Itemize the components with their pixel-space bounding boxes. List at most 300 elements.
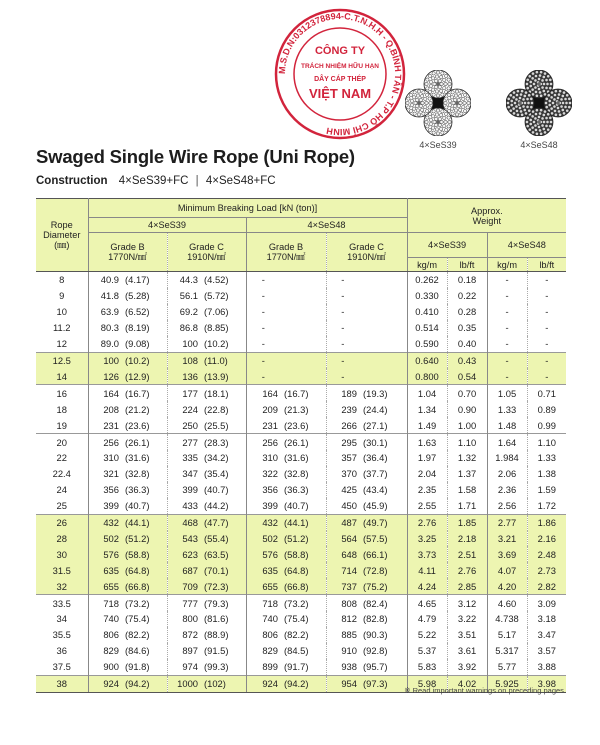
- table-row: [36, 385, 566, 401]
- cell-c39: 687: [167, 562, 200, 578]
- cell-c39t: (79.3): [200, 595, 246, 611]
- cell-c39t: (63.5): [200, 546, 246, 562]
- cell-b48: 576: [246, 546, 280, 562]
- cell-b39: 740: [88, 611, 121, 627]
- cell-b39t: (64.8): [121, 562, 167, 578]
- cell-c39t: (91.5): [204, 645, 229, 657]
- cell-c39t: (55.4): [200, 531, 246, 547]
- cell-c48t: (82.4): [359, 595, 407, 611]
- cell-c48: 425: [326, 482, 359, 498]
- cell-c39: 543: [167, 531, 200, 547]
- cell-w48l: 3.57: [527, 643, 566, 659]
- cell-b48: -: [246, 320, 280, 336]
- cell-d: 19: [56, 419, 67, 431]
- cell-b48t: [280, 352, 326, 368]
- table-row: [36, 272, 566, 288]
- stamp-line-1: CÔNG TY: [314, 45, 366, 57]
- cell-w39k: 4.24: [407, 578, 447, 594]
- cell-b48t: (82.2): [284, 629, 309, 641]
- cell-w48k: 2.56: [487, 498, 527, 514]
- cell-d: 33.5: [36, 595, 88, 611]
- cell-w39l: 0.40: [447, 336, 487, 352]
- cell-w39k: 5.22: [407, 627, 447, 643]
- cell-b48: 164: [246, 385, 280, 401]
- cell-w48l: 3.18: [527, 611, 566, 627]
- table-body: [36, 272, 566, 693]
- cell-w48k: -: [487, 368, 527, 384]
- cell-c48: -: [326, 352, 359, 368]
- cell-d: 34: [56, 613, 67, 625]
- cell-b48: 256: [246, 434, 280, 450]
- cell-d: 36: [56, 645, 67, 657]
- cell-w39l: 2.85: [447, 578, 487, 594]
- cell-b48: 432: [246, 514, 280, 530]
- stamp-outer-text: M.S.D.N:0312378894-C.T.N.H.H - Q.BÌNH TÂN - T.P HỒ CHÍ MINH: [276, 10, 404, 138]
- rope-caption-b: 4×SeS48: [520, 140, 558, 150]
- cell-c39t: (18.1): [200, 385, 246, 401]
- cell-w48l: 3.98: [527, 675, 566, 692]
- table-row: [36, 514, 566, 530]
- cell-w48k: 1.05: [487, 385, 527, 401]
- construction-label: Construction: [36, 175, 108, 187]
- header-grade-b-48: Grade B 1770N/㎟: [246, 233, 326, 272]
- cell-w39l: 2.51: [447, 546, 487, 562]
- cell-w48l: 0.99: [527, 417, 566, 433]
- table-row: [36, 352, 566, 368]
- cell-d: 12: [56, 338, 67, 350]
- svg-text:M.S.D.N:0312378894-C.T.N.H.H -: [277, 11, 404, 137]
- specification-table: [36, 198, 566, 693]
- cell-w48k: 3.69: [487, 546, 527, 562]
- cell-w48k: 4.07: [487, 562, 527, 578]
- warning-note: ※ Read important warnings on preceding pages.: [404, 686, 566, 695]
- table-row: [36, 595, 566, 611]
- cell-w39k: 0.330: [407, 288, 447, 304]
- cell-c48: -: [326, 320, 359, 336]
- cell-w39k: 5.98: [407, 675, 447, 692]
- cell-w39k: 0.514: [407, 320, 447, 336]
- cell-c48: 648: [326, 546, 359, 562]
- cell-w39l: 3.22: [447, 611, 487, 627]
- cell-c48t: (90.3): [363, 629, 388, 641]
- cell-b39: 399: [88, 498, 121, 514]
- cell-b39t: (5.28): [125, 290, 150, 302]
- cell-b48: 502: [246, 531, 280, 547]
- cell-b39: 310: [88, 450, 121, 466]
- cell-w48k: 1.64: [487, 434, 527, 450]
- cell-d: 32: [36, 578, 88, 594]
- cell-w39k: 2.55: [407, 498, 447, 514]
- cell-b39: 432: [88, 514, 121, 530]
- cell-b48t: (16.7): [280, 385, 326, 401]
- cell-b48t: [280, 288, 326, 304]
- cell-b39t: (23.6): [125, 419, 150, 431]
- cell-w48l: 1.38: [527, 466, 566, 482]
- cell-w48l: 3.09: [527, 595, 566, 611]
- table-row: [36, 466, 566, 482]
- cell-c48: 357: [326, 450, 359, 466]
- cell-d: 11.2: [52, 322, 71, 334]
- cell-c39t: (81.6): [204, 613, 229, 625]
- cell-b39t: (40.7): [125, 500, 150, 512]
- header-mbl-sesr39: 4×SeS39: [88, 218, 246, 233]
- table-row: [36, 336, 566, 352]
- cell-d: 20: [36, 434, 88, 450]
- cell-w48k: 2.06: [487, 466, 527, 482]
- cell-c48: -: [326, 272, 359, 288]
- cell-w48k: 5.77: [487, 659, 527, 675]
- cell-d: 8: [59, 274, 65, 286]
- cell-b48t: (51.2): [280, 531, 326, 547]
- cell-b48t: (73.2): [280, 595, 326, 611]
- cell-c39: 709: [167, 578, 200, 594]
- cell-w48l: 0.89: [527, 401, 566, 417]
- cell-c48t: [359, 288, 407, 304]
- cell-w48k: 4.60: [487, 595, 527, 611]
- cell-d: 16: [36, 385, 88, 401]
- cell-w48k: -: [487, 320, 527, 336]
- cell-b48: -: [246, 352, 280, 368]
- cell-b39: 718: [88, 595, 121, 611]
- header-mbl-sesr48: 4×SeS48: [246, 218, 407, 233]
- cell-w39k: 3.73: [407, 546, 447, 562]
- construction-option-2: 4×SeS48+FC: [205, 175, 276, 187]
- cell-c48t: (37.7): [363, 468, 388, 480]
- cell-c39t: (25.5): [204, 419, 229, 431]
- table-row: [36, 288, 566, 304]
- cell-c48: 295: [326, 434, 359, 450]
- rope-section-sesr39-icon: [405, 70, 471, 136]
- cell-b39t: (51.2): [121, 531, 167, 547]
- cell-w39l: 1.00: [447, 417, 487, 433]
- cell-b48: 740: [246, 611, 280, 627]
- cell-d: 24: [56, 484, 67, 496]
- cell-c39t: (5.72): [204, 290, 229, 302]
- cell-b48t: (32.8): [284, 468, 309, 480]
- cell-b39t: (44.1): [121, 514, 167, 530]
- header-weight: Approx. Weight: [407, 199, 566, 233]
- cell-w39l: 0.54: [447, 368, 487, 384]
- cell-b39t: (8.19): [125, 322, 150, 334]
- table-row: [36, 611, 566, 627]
- header-grade-c-48: Grade C 1910N/㎟: [326, 233, 407, 272]
- cell-b48: 356: [246, 482, 280, 498]
- cell-d: 28: [36, 531, 88, 547]
- cell-b48: 718: [246, 595, 280, 611]
- cell-c48t: (57.5): [359, 531, 407, 547]
- construction-option-1: 4×SeS39+FC: [118, 175, 189, 187]
- cell-w48k: 5.317: [487, 643, 527, 659]
- cell-w48k: 1.984: [487, 450, 527, 466]
- header-weight-sesr39: 4×SeS39: [407, 233, 487, 258]
- cell-w39k: 1.49: [407, 417, 447, 433]
- cell-b39: 231: [88, 417, 121, 433]
- cell-b48: -: [246, 336, 280, 352]
- cell-c39: 69.2: [167, 304, 200, 320]
- cell-d: 14: [36, 368, 88, 384]
- cell-b39t: (66.8): [121, 578, 167, 594]
- header-diameter: Rope Diameter (㎜): [36, 199, 88, 272]
- cell-c48t: (30.1): [359, 434, 407, 450]
- cell-w48l: -: [527, 288, 566, 304]
- stamp-line-3: DÂY CÁP THÉP: [314, 76, 366, 83]
- cell-b39: 321: [88, 466, 121, 482]
- cell-c48: -: [326, 368, 359, 384]
- cell-c48t: (45.9): [363, 500, 388, 512]
- cell-b39: 576: [88, 546, 121, 562]
- cell-b39t: (82.2): [125, 629, 150, 641]
- cell-c48: 487: [326, 514, 359, 530]
- cell-c48t: [359, 320, 407, 336]
- cell-c48t: [359, 272, 407, 288]
- header-unit-lbft-39: lb/ft: [447, 258, 487, 272]
- construction-separator: |: [195, 175, 199, 187]
- cell-w39l: 3.61: [447, 643, 487, 659]
- cell-w48l: 2.82: [527, 578, 566, 594]
- cell-w48l: 1.33: [527, 450, 566, 466]
- cell-c48t: (72.8): [359, 562, 407, 578]
- cell-w39l: 3.92: [447, 659, 487, 675]
- construction-line: [36, 175, 276, 187]
- cell-b39t: (91.8): [125, 661, 150, 673]
- stamp-line-2: TRÁCH NHIỆM HỮU HẠN: [301, 63, 379, 70]
- cell-c48: 564: [326, 531, 359, 547]
- cell-c39t: (88.9): [204, 629, 229, 641]
- cell-b39t: (9.08): [125, 338, 150, 350]
- cell-b39t: (58.8): [121, 546, 167, 562]
- cell-w48l: -: [527, 272, 566, 288]
- table-row: [36, 401, 566, 417]
- cell-c39: 800: [167, 611, 200, 627]
- cell-w48l: 1.10: [527, 434, 566, 450]
- cell-d: 10: [56, 306, 67, 318]
- cell-w48k: -: [487, 352, 527, 368]
- rope-section-sesr48-icon: [506, 70, 572, 136]
- cell-b39t: (84.6): [125, 645, 150, 657]
- cell-b39: 829: [88, 643, 121, 659]
- cell-d: 18: [56, 403, 67, 415]
- cell-b48t: [280, 368, 326, 384]
- cell-c39: 347: [167, 466, 200, 482]
- cell-b39t: (6.52): [125, 306, 150, 318]
- cell-b48: 310: [246, 450, 280, 466]
- cell-c48t: (49.7): [359, 514, 407, 530]
- cell-c39t: (44.2): [204, 500, 229, 512]
- cell-c39t: (70.1): [200, 562, 246, 578]
- cell-c39: 100: [167, 336, 200, 352]
- cell-b48t: (64.8): [280, 562, 326, 578]
- cell-w39l: 1.32: [447, 450, 487, 466]
- cell-w48k: -: [487, 304, 527, 320]
- cell-w39l: 1.85: [447, 514, 487, 530]
- table-row: [36, 498, 566, 514]
- cell-c48: 954: [326, 675, 359, 692]
- cell-b48: 829: [246, 643, 280, 659]
- cell-b48t: (40.7): [284, 500, 309, 512]
- cell-w48k: -: [487, 288, 527, 304]
- cell-b39t: (12.9): [121, 368, 167, 384]
- cell-w39k: 4.11: [407, 562, 447, 578]
- cell-w39l: 0.90: [447, 401, 487, 417]
- cell-b39t: (31.6): [125, 452, 150, 464]
- cell-c39t: (99.3): [204, 661, 229, 673]
- cell-b39: 256: [88, 434, 121, 450]
- cell-b39t: (94.2): [121, 675, 167, 692]
- cell-d: 25: [56, 500, 67, 512]
- table-row: [36, 531, 566, 547]
- cell-w48k: 4.20: [487, 578, 527, 594]
- cell-b48: 231: [246, 417, 280, 433]
- cell-w48l: 1.86: [527, 514, 566, 530]
- cell-b39: 164: [88, 385, 121, 401]
- header-grade-b-39: Grade B 1770N/㎟: [88, 233, 167, 272]
- cell-b48: -: [246, 368, 280, 384]
- cell-c39t: (102): [200, 675, 246, 692]
- cell-b39t: (75.4): [125, 613, 150, 625]
- cell-b48t: (36.3): [284, 484, 309, 496]
- cell-w48k: 5.925: [487, 675, 527, 692]
- cell-c48t: (92.8): [363, 645, 388, 657]
- cell-w48l: -: [527, 320, 566, 336]
- cell-w39l: 1.10: [447, 434, 487, 450]
- cell-b48t: (44.1): [280, 514, 326, 530]
- cell-b48: -: [246, 304, 280, 320]
- cell-d: 38: [36, 675, 88, 692]
- cell-c39: 468: [167, 514, 200, 530]
- cell-w48k: 2.77: [487, 514, 527, 530]
- cell-d: 26: [36, 514, 88, 530]
- company-stamp: [272, 6, 408, 142]
- cell-c48: 938: [326, 659, 359, 675]
- cell-b39t: (32.8): [125, 468, 150, 480]
- cell-w39l: 1.71: [447, 498, 487, 514]
- cell-c39t: (34.2): [204, 452, 229, 464]
- cell-b48: 924: [246, 675, 280, 692]
- cell-w48l: 3.47: [527, 627, 566, 643]
- cell-w48k: 4.738: [487, 611, 527, 627]
- cell-w48l: -: [527, 352, 566, 368]
- cell-b39t: (36.3): [125, 484, 150, 496]
- cell-b48: 322: [246, 466, 280, 482]
- cell-w39l: 0.22: [447, 288, 487, 304]
- cell-c39: 177: [167, 385, 200, 401]
- table-row: [36, 578, 566, 594]
- cell-c48: 266: [326, 417, 359, 433]
- cell-c39: 44.3: [167, 272, 200, 288]
- cell-c39: 56.1: [167, 288, 200, 304]
- cell-c39: 335: [167, 450, 200, 466]
- cell-w39k: 0.262: [407, 272, 447, 288]
- table-row: [36, 417, 566, 433]
- table-row: [36, 304, 566, 320]
- cell-w39l: 1.58: [447, 482, 487, 498]
- cell-w39l: 0.43: [447, 352, 487, 368]
- cell-c48: 812: [326, 611, 359, 627]
- header-unit-lbft-48: lb/ft: [527, 258, 566, 272]
- cell-b39: 356: [88, 482, 121, 498]
- cell-b39: 40.9: [88, 272, 121, 288]
- cell-w48l: 2.16: [527, 531, 566, 547]
- table-row: [36, 659, 566, 675]
- cell-c48: 189: [326, 385, 359, 401]
- cell-c39t: (28.3): [200, 434, 246, 450]
- cell-c48t: [359, 368, 407, 384]
- cell-c48t: (36.4): [363, 452, 388, 464]
- cell-w39l: 3.51: [447, 627, 487, 643]
- cell-c48t: (19.3): [359, 385, 407, 401]
- cell-c39t: (10.2): [204, 338, 229, 350]
- cell-w48k: 1.33: [487, 401, 527, 417]
- cell-c48: 239: [326, 401, 359, 417]
- cell-w48k: 2.36: [487, 482, 527, 498]
- cell-w39l: 0.28: [447, 304, 487, 320]
- table-row: [36, 434, 566, 450]
- cell-c48t: [359, 352, 407, 368]
- cell-c39t: (22.8): [204, 403, 229, 415]
- table-row: [36, 562, 566, 578]
- cell-w48l: -: [527, 304, 566, 320]
- cell-w48l: 2.73: [527, 562, 566, 578]
- cell-w48l: 2.48: [527, 546, 566, 562]
- cell-c48: -: [326, 336, 359, 352]
- cell-c39: 974: [167, 659, 200, 675]
- cell-c39t: (11.0): [200, 352, 246, 368]
- table-row: [36, 546, 566, 562]
- table-row: [36, 368, 566, 384]
- cell-c39: 623: [167, 546, 200, 562]
- cell-d: 22: [56, 452, 67, 464]
- cell-b48: 635: [246, 562, 280, 578]
- cell-c48t: (75.2): [359, 578, 407, 594]
- cell-w39k: 5.37: [407, 643, 447, 659]
- cell-w48k: -: [487, 272, 527, 288]
- cell-c39t: (7.06): [204, 306, 229, 318]
- cell-w39l: 0.70: [447, 385, 487, 401]
- cell-w39k: 1.97: [407, 450, 447, 466]
- page-title: Swaged Single Wire Rope (Uni Rope): [36, 146, 355, 167]
- cell-b48t: [280, 336, 326, 352]
- cell-c39: 872: [167, 627, 200, 643]
- cell-w48l: -: [527, 336, 566, 352]
- cell-c48: 885: [326, 627, 359, 643]
- cell-b48t: (26.1): [280, 434, 326, 450]
- cell-w39k: 1.34: [407, 401, 447, 417]
- cell-c48t: [359, 336, 407, 352]
- cell-c39: 86.8: [167, 320, 200, 336]
- cell-w48k: -: [487, 336, 527, 352]
- header-grade-c-39: Grade C 1910N/㎟: [167, 233, 246, 272]
- cell-w39l: 2.76: [447, 562, 487, 578]
- cell-w39k: 0.590: [407, 336, 447, 352]
- cell-c48t: (43.4): [363, 484, 388, 496]
- cell-c48t: (24.4): [363, 403, 388, 415]
- cell-b48t: (58.8): [280, 546, 326, 562]
- cell-c39: 224: [167, 401, 200, 417]
- cell-w39k: 0.800: [407, 368, 447, 384]
- cell-b39t: (26.1): [121, 434, 167, 450]
- header-mbl: Minimum Breaking Load [kN (ton)]: [88, 199, 407, 218]
- cell-c48: 450: [326, 498, 359, 514]
- cell-c39: 399: [167, 482, 200, 498]
- cell-w39l: 1.37: [447, 466, 487, 482]
- cell-c39: 897: [167, 643, 200, 659]
- cell-b39: 63.9: [88, 304, 121, 320]
- cell-w39k: 1.04: [407, 385, 447, 401]
- cell-d: 9: [59, 290, 65, 302]
- cell-b48t: [280, 272, 326, 288]
- cell-b39: 655: [88, 578, 121, 594]
- cell-b39: 900: [88, 659, 121, 675]
